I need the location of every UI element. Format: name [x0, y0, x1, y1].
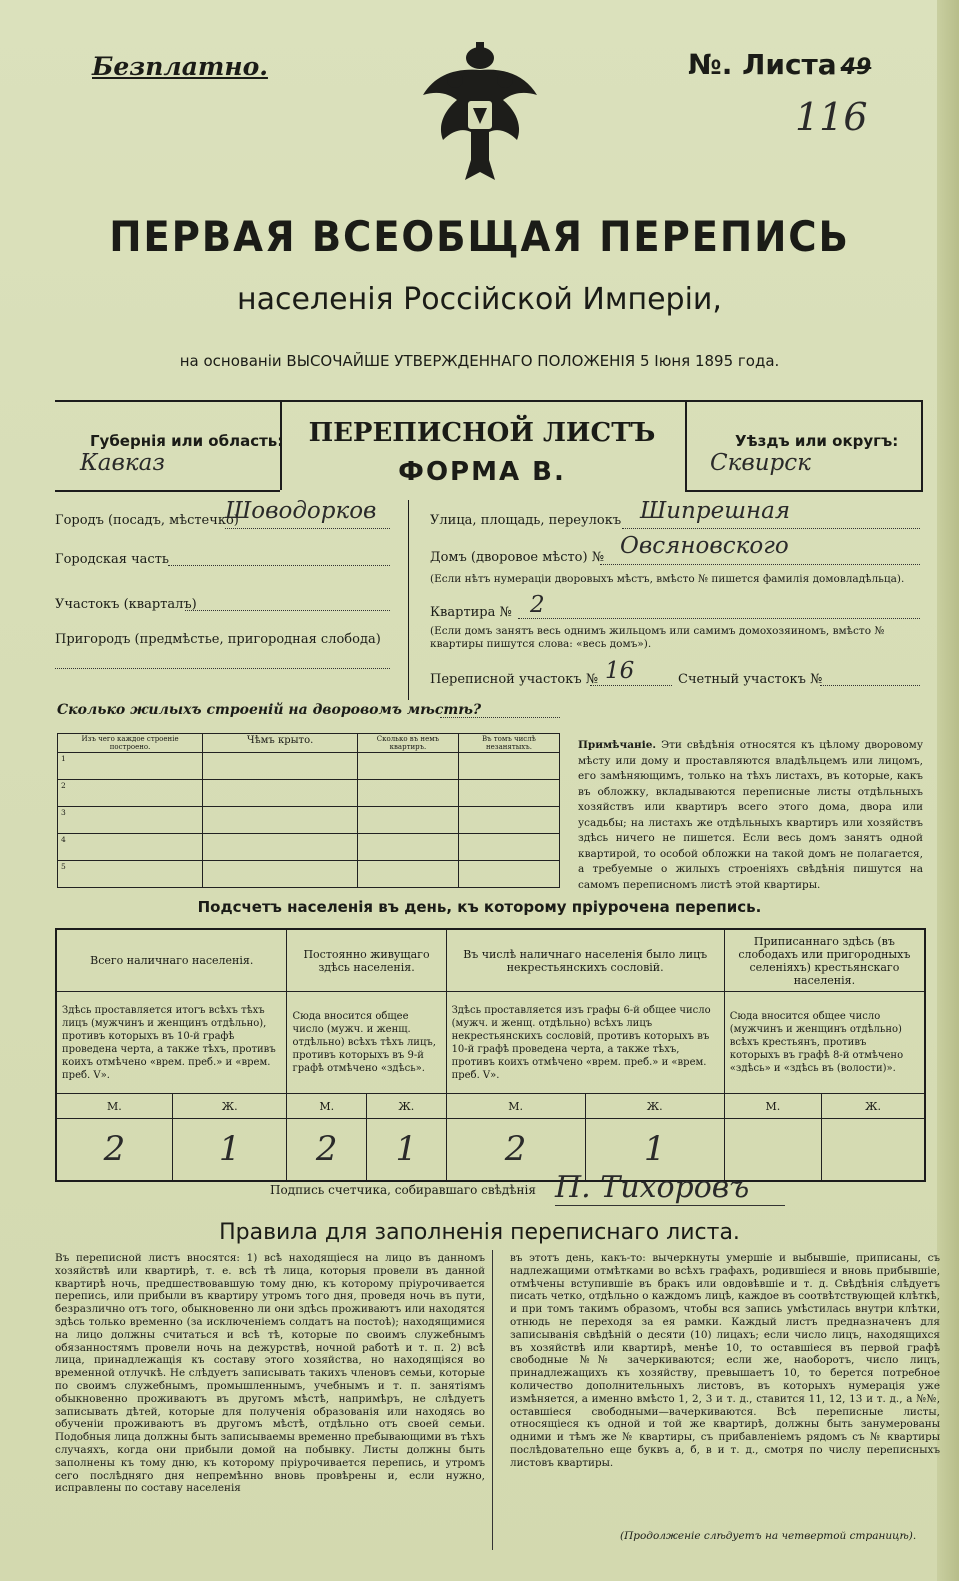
- population-count-table: [55, 928, 926, 1182]
- female-header: Ж.: [822, 1094, 925, 1119]
- rules-left-column: Въ переписной листъ вносятся: 1) всѣ находящіеся на лицо въ данномъ хозяйствѣ или квартирѣ, т. е. всѣ тѣ лица, которыя провели въ данной квартирѣ ночь, предшествовавшую тому дню, къ которому пріурочивается перепись, или прибыли въ квартиру утромъ того дня, проведя ночь въ пути, безразлично отъ того, обыкновенно ли они здѣсь проживаютъ или находятся здѣсь только временно (за исключеніемъ солдатъ на постоѣ); находящимися на лицо должны считаться и всѣ тѣ, которые по своимъ служебнымъ обязанностямъ провели ночь на дежурствѣ, ночной работѣ и т. п. 2) всѣ лица, принадлежащія къ составу этого хозяйства, но находящіяся во временной отлучкѣ. Не слѣдуетъ записывать такихъ членовъ семьи, которые по своимъ служебнымъ, промышленнымъ, учебнымъ и т. п. занятіямъ обыкновенно проживаютъ въ другомъ мѣстѣ, напримѣръ, не слѣдуетъ записывать дѣтей, которые для полученія образованія или находясь во обученіи проживаютъ въ другомъ мѣстѣ, отдѣльно отъ своей семьи. Подобныя лица должны быть записываемы временно пребывающими въ тѣхъ случаяхъ, когда они прибыли домой на побывку. Листы должны быть заполнены къ тому дню, къ которому пріурочивается перепись, и утромъ сего послѣдняго дня непремѣнно вновь провѣрены и, если нужно, исправлены по составу населенія: [55, 1252, 485, 1495]
- apartment-note: (Если домъ занятъ весь однимъ жильцомъ или самимъ домохозяиномъ, вмѣсто № квартиры пишутся слова: «весь домъ»).: [430, 625, 885, 650]
- male-count: 2: [287, 1119, 367, 1182]
- rules-right-column: въ этотъ день, какъ-то: вычеркнуты умершіе и выбывшіе, приписаны, съ надлежащими отмѣтками во всѣхъ графахъ, родившіеся и вновь прибывшіе, отмѣчены вступившіе въ бракъ или овдовѣвшіе и т. д. Свѣдѣнія слѣдуетъ писать четко, отдѣльно о каждомъ лицѣ, каждое въ соотвѣтствующей клѣткѣ, и при томъ такимъ образомъ, чтобы вся запись умѣстилась внутри клѣтки, отнюдь не переходя за ея рамки. Каждый листъ предназначенъ для записыванія свѣдѣній о десяти (10) лицахъ; если число лицъ, находящихся въ хозяйствѣ или квартирѣ, менѣе 10, то оставшіеся въ первой графѣ свободные №№ зачеркиваются; если же, наоборотъ, число лицъ, принадлежащихъ къ хозяйству, превышаетъ 10, то берется потребное количество дополнительныхъ листовъ, въ которыхъ нумерація уже измѣняется, а именно вмѣсто 1, 2, 3 и т. д., ставится 11, 12, 13 и т. д., а №№, оставшіеся свободными—вачеркиваются. Всѣ переписные листы, относящіеся къ одной и той же квартирѣ, должны быть занумерованы одними и тѣмъ же № квартиры, съ прибавленіемъ рядомъ съ № квартиры послѣдовательно еще буквъ а, б, в и т. д., смотря по числу переписныхъ листовъ квартиры.: [510, 1252, 940, 1469]
- signature-value: П. Тихоровъ: [555, 1170, 785, 1206]
- count-values-row: [56, 1119, 925, 1182]
- count-group-head: Постоянно живущаго здѣсь населенія.: [287, 929, 446, 992]
- row-number: 5: [58, 861, 203, 888]
- page-edge: [937, 0, 959, 1581]
- table-header: Сколько въ немъ квартиръ.: [358, 734, 459, 753]
- buildings-note: [578, 738, 923, 893]
- street-value: Шипрешная: [640, 498, 791, 524]
- table-header: Изъ чего каждое строеніе построено.: [58, 734, 203, 753]
- house-note: (Если нѣтъ нумераціи дворовыхъ мѣстъ, вмѣсто № пишется фамилія домовладѣльца).: [430, 573, 905, 585]
- buildings-table: [57, 733, 560, 888]
- count-group-desc: Сюда вносится общее число (мужчинъ и женщинъ отдѣльно) всѣхъ крестьянъ, противъ которыхъ въ графѣ 8-й отмѣчено «здѣсь» и «здѣсь въ (волости)».: [724, 992, 925, 1094]
- table-cell: [358, 780, 459, 807]
- city-line: [225, 528, 390, 529]
- table-header: Чѣмъ крыто.: [203, 734, 358, 753]
- basis-line: на основаніи ВЫСОЧАЙШЕ УТВЕРЖДЕННАГО ПОЛОЖЕНІЯ 5 Іюня 1895 года.: [179, 352, 780, 370]
- buildings-line: [440, 717, 560, 718]
- female-header: Ж.: [585, 1094, 724, 1119]
- city-value: Шоводорков: [225, 498, 377, 524]
- count-desc-row: [56, 992, 925, 1094]
- table-row: [58, 807, 560, 834]
- district-value: Сквирск: [710, 450, 811, 476]
- table-cell: [358, 807, 459, 834]
- census-sheet-title: ПЕРЕПИСНОЙ ЛИСТЪ: [308, 418, 656, 448]
- note-lead: Примѣчаніе.: [578, 739, 657, 751]
- table-header-row: [58, 734, 560, 753]
- count-area-line: [820, 685, 920, 686]
- form-name: ФОРМА В.: [398, 457, 566, 487]
- table-header: Въ томъ числѣ незанятыхъ.: [458, 734, 559, 753]
- table-cell: [358, 861, 459, 888]
- table-cell: [458, 807, 559, 834]
- main-title: ПЕРВАЯ ВСЕОБЩАЯ ПЕРЕПИСЬ: [109, 212, 850, 261]
- count-group-head: Всего наличнаго населенія.: [56, 929, 287, 992]
- count-group-head: Приписаннаго здѣсь (въ слободахъ или пригородныхъ селеніяхъ) крестьянскаго населенія.: [724, 929, 925, 992]
- rule-box-right-bottom: [685, 490, 923, 492]
- sheet-number-label: №. Листа: [688, 48, 837, 81]
- suburb-label: Пригородъ (предмѣстье, пригородная слобода): [55, 632, 381, 647]
- table-row: [58, 780, 560, 807]
- subtitle: населенія Россійской Имперіи,: [237, 282, 722, 317]
- count-area-label: Счетный участокъ №: [678, 672, 823, 687]
- row-number: 1: [58, 753, 203, 780]
- apartment-value: 2: [530, 592, 545, 618]
- census-area-line: [590, 685, 672, 686]
- rules-continued: (Продолженіе слѣдуетъ на четвертой страницѣ).: [620, 1530, 917, 1542]
- count-mf-row: [56, 1094, 925, 1119]
- rule-top: [55, 400, 923, 402]
- province-value: Кавказ: [80, 450, 165, 476]
- table-cell: [203, 834, 358, 861]
- double-headed-eagle-icon: [415, 40, 545, 190]
- table-cell: [458, 753, 559, 780]
- table-cell: [203, 780, 358, 807]
- female-count: [822, 1119, 925, 1182]
- table-cell: [203, 807, 358, 834]
- table-row: [58, 834, 560, 861]
- signature-label: Подпись счетчика, собиравшаго свѣдѣнія: [270, 1183, 536, 1197]
- male-header: М.: [287, 1094, 367, 1119]
- table-cell: [203, 753, 358, 780]
- sheet-number-old: 49: [840, 55, 872, 80]
- precinct-line: [185, 610, 390, 611]
- free-label: Безплатно.: [92, 52, 268, 81]
- census-area-label: Переписной участокъ №: [430, 672, 599, 687]
- table-cell: [458, 780, 559, 807]
- apartment-line: [518, 618, 920, 619]
- street-line: [622, 528, 920, 529]
- buildings-question: Сколько жилыхъ строеній на дворовомъ мѣстѣ?: [57, 702, 482, 718]
- male-header: М.: [56, 1094, 172, 1119]
- city-part-label: Городская часть: [55, 552, 169, 567]
- street-label: Улица, площадь, переулокъ: [430, 513, 622, 528]
- female-header: Ж.: [172, 1094, 287, 1119]
- house-value: Овсяновского: [620, 533, 789, 559]
- count-group-desc: Сюда вносится общее число (мужч. и женщ. отдѣльно) всѣхъ тѣхъ лицъ, противъ которыхъ въ 9-й графѣ отмѣчено «здѣсь».: [287, 992, 446, 1094]
- rule-box-far-right: [921, 400, 923, 490]
- male-header: М.: [724, 1094, 821, 1119]
- precinct-label: Участокъ (кварталъ): [55, 597, 197, 612]
- apartment-label: Квартира №: [430, 605, 512, 620]
- house-label: Домъ (дворовое мѣсто) №: [430, 550, 605, 565]
- rules-title: Правила для заполненія переписнаго листа.: [219, 1220, 740, 1245]
- male-count: 2: [56, 1119, 172, 1182]
- count-group-desc: Здѣсь проставляется изъ графы 6-й общее число (мужч. и женщ. отдѣльно) всѣхъ лицъ некрестьянскихъ сословій, противъ которыхъ въ 10-й графѣ проведена черта, а также тѣхъ, противъ коихъ отмѣчено «врем. преб.» и «врем. преб. V».: [446, 992, 724, 1094]
- female-header: Ж.: [367, 1094, 447, 1119]
- count-title: Подсчетъ населенія въ день, къ которому пріурочена перепись.: [197, 898, 762, 916]
- table-cell: [358, 753, 459, 780]
- count-header-row: [56, 929, 925, 992]
- count-group-desc: Здѣсь проставляется итогъ всѣхъ тѣхъ лицъ (мужчинъ и женщинъ отдѣльно), противъ которыхъ въ 10-й графѣ проведена черта, а также тѣхъ, противъ коихъ отмѣчено «врем. преб.» и «врем. преб. V».: [56, 992, 287, 1094]
- sheet-number-handwritten: 116: [795, 95, 868, 139]
- rule-box-left-bottom: [55, 490, 280, 492]
- male-header: М.: [446, 1094, 585, 1119]
- city-part-line: [168, 565, 390, 566]
- table-cell: [458, 834, 559, 861]
- row-number: 4: [58, 834, 203, 861]
- note-text: Эти свѣдѣнія относятся къ цѣлому дворовому мѣсту или дому и проставляются владѣльцемъ или лицомъ, его замѣняющимъ, только на тѣхъ листахъ, въ которые, какъ въ обложку, вкладываются переписные листы отдѣльныхъ хозяйствъ или квартиръ всего этого дома, двора или усадьбы; на листахъ же отдѣльныхъ квартиръ или хозяйствъ здѣсь ничего не пишется. Если весь домъ занятъ одной квартирой, то особой обложки на такой домъ не полагается, а требуемые о жилыхъ строеніяхъ свѣдѣнія пишутся на самомъ переписномъ листѣ этой квартиры.: [578, 739, 923, 891]
- row-number: 3: [58, 807, 203, 834]
- address-divider: [408, 500, 409, 700]
- house-line: [600, 564, 920, 565]
- table-cell: [203, 861, 358, 888]
- table-cell: [458, 861, 559, 888]
- city-label: Городъ (посадъ, мѣстечко): [55, 513, 239, 528]
- province-label: Губернія или область:: [90, 432, 284, 450]
- count-group-head: Въ числѣ наличнаго населенія было лицъ некрестьянскихъ сословій.: [446, 929, 724, 992]
- rule-box-right: [685, 400, 687, 490]
- row-number: 2: [58, 780, 203, 807]
- table-cell: [358, 834, 459, 861]
- female-count: 1: [367, 1119, 447, 1182]
- rules-divider: [492, 1250, 493, 1550]
- female-count: 1: [172, 1119, 287, 1182]
- district-label: Уѣздъ или округъ:: [735, 432, 899, 450]
- census-area-value: 16: [605, 658, 635, 684]
- sheet-number: [688, 48, 871, 81]
- table-row: [58, 861, 560, 888]
- male-count: 2: [446, 1119, 585, 1182]
- female-count: 1: [585, 1119, 724, 1182]
- table-row: [58, 753, 560, 780]
- suburb-line: [55, 668, 390, 669]
